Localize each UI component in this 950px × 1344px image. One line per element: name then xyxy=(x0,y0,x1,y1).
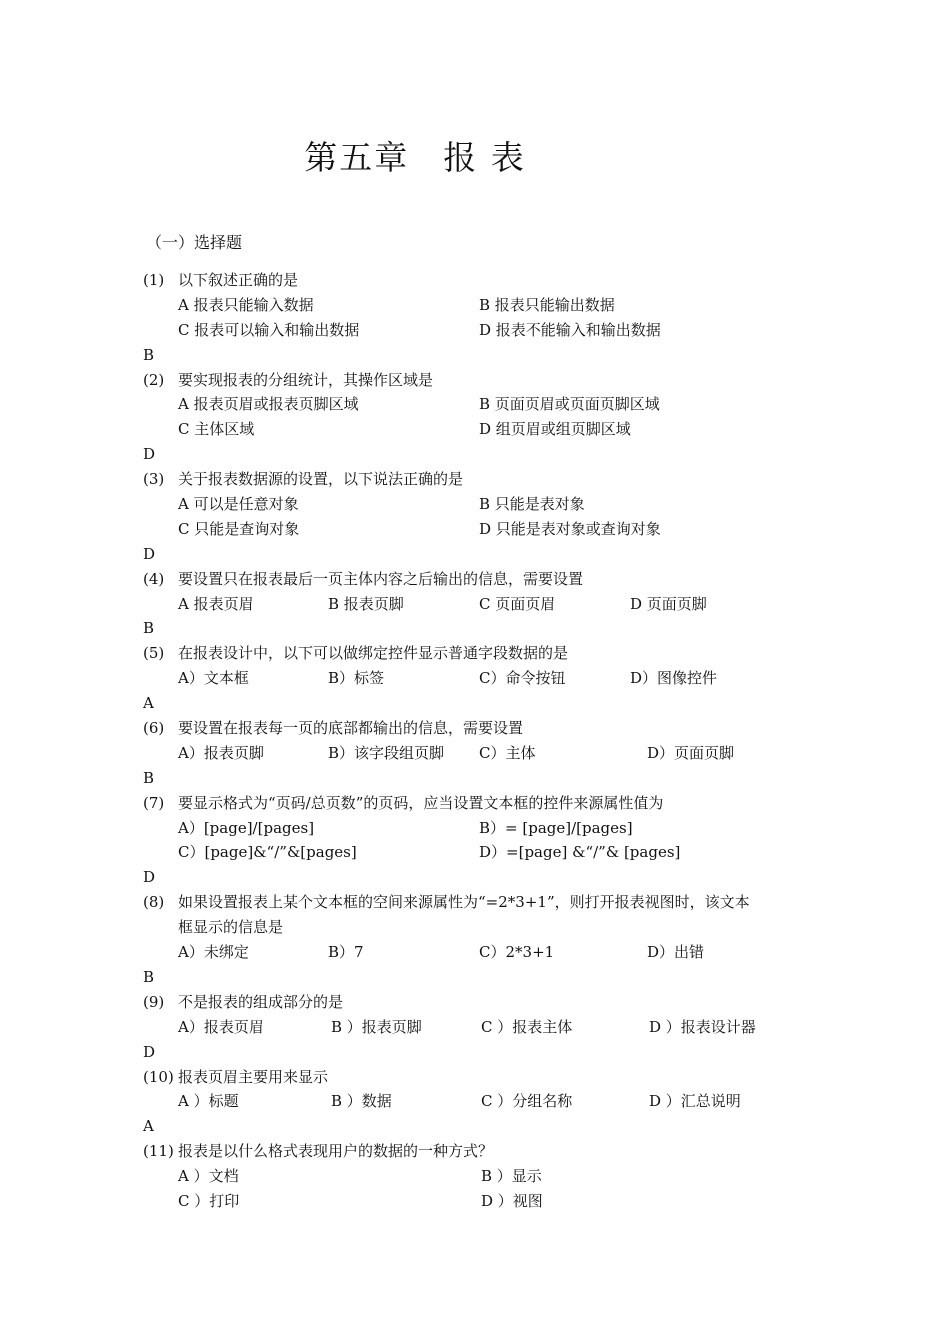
question-stem-line xyxy=(0,716,950,741)
answer-option: D ）视图 xyxy=(481,1191,543,1210)
question-stem: 要设置在报表每一页的底部都输出的信息，需要设置 xyxy=(178,719,524,738)
question-stem: 报表是以什么格式表现用户的数据的一种方式？ xyxy=(178,1142,494,1161)
question-number: (11) xyxy=(143,1142,174,1161)
answer-option: A 可以是任意对象 xyxy=(178,495,299,514)
option-row xyxy=(0,940,950,965)
answer-key: D xyxy=(143,868,156,887)
answer-option: B 报表页脚 xyxy=(328,594,404,613)
answer-option: D）页面页脚 xyxy=(647,743,735,762)
answer-option: A）报表页脚 xyxy=(178,743,264,762)
answer-option: D 组页眉或组页脚区域 xyxy=(479,420,631,439)
answer-option: C ）分组名称 xyxy=(481,1092,573,1111)
question-stem: 要设置只在报表最后一页主体内容之后输出的信息，需要设置 xyxy=(178,569,584,588)
answer-line xyxy=(0,865,950,890)
question-stem-line xyxy=(0,1065,950,1090)
answer-option: D）=[page] &“/”& [pages] xyxy=(479,843,681,862)
question-list xyxy=(0,268,950,1214)
option-row xyxy=(0,666,950,691)
answer-option: C 主体区域 xyxy=(178,420,255,439)
option-row xyxy=(0,741,950,766)
answer-key: A xyxy=(143,694,154,713)
answer-option: A）报表页眉 xyxy=(178,1017,264,1036)
question-stem: 报表页眉主要用来显示 xyxy=(178,1067,329,1086)
question-stem: 要显示格式为“页码/总页数”的页码，应当设置文本框的控件来源属性值为 xyxy=(178,793,664,812)
chapter-number: 第五章 xyxy=(304,138,410,177)
question-stem: 如果设置报表上某个文本框的空间来源属性为“=2*3+1”，则打开报表视图时，该文本 xyxy=(178,893,750,912)
question-stem-line xyxy=(0,890,950,915)
chapter-title xyxy=(0,132,830,179)
question-number: (8) xyxy=(143,893,165,912)
answer-option: B 页面页眉或页面页脚区域 xyxy=(479,395,660,414)
question-stem-line xyxy=(0,791,950,816)
answer-option: C 报表可以输入和输出数据 xyxy=(178,320,360,339)
option-row xyxy=(0,1189,950,1214)
question-number: (2) xyxy=(143,370,165,389)
answer-line xyxy=(0,542,950,567)
question-number: (7) xyxy=(143,793,165,812)
answer-line xyxy=(0,442,950,467)
answer-option: D）图像控件 xyxy=(630,669,718,688)
answer-option: A 报表只能输入数据 xyxy=(178,295,314,314)
answer-line xyxy=(0,691,950,716)
answer-line xyxy=(0,766,950,791)
option-row xyxy=(0,816,950,841)
question-stem-line xyxy=(0,641,950,666)
answer-option: A）[page]/[pages] xyxy=(178,818,315,837)
question-stem: 框显示的信息是 xyxy=(178,918,284,937)
answer-option: C）主体 xyxy=(479,743,536,762)
answer-line xyxy=(0,1114,950,1139)
question-stem-line xyxy=(0,1139,950,1164)
question-number: (6) xyxy=(143,719,165,738)
question-stem: 要实现报表的分组统计，其操作区域是 xyxy=(178,370,434,389)
question-stem: 不是报表的组成部分的是 xyxy=(178,992,344,1011)
option-row xyxy=(0,1089,950,1114)
answer-option: C ）报表主体 xyxy=(481,1017,573,1036)
answer-option: B 只能是表对象 xyxy=(479,495,585,514)
answer-option: B ）显示 xyxy=(481,1167,542,1186)
question-stem-line xyxy=(0,990,950,1015)
answer-key: B xyxy=(143,345,155,364)
option-row xyxy=(0,1164,950,1189)
answer-option: A）文本框 xyxy=(178,669,249,688)
option-row xyxy=(0,517,950,542)
answer-line xyxy=(0,343,950,368)
answer-line xyxy=(0,965,950,990)
answer-key: B xyxy=(143,967,155,986)
answer-option: C）命令按钮 xyxy=(479,669,566,688)
option-row xyxy=(0,492,950,517)
option-row xyxy=(0,417,950,442)
answer-option: B）7 xyxy=(328,943,364,962)
question-stem: 以下叙述正确的是 xyxy=(178,271,299,289)
answer-option: B ）数据 xyxy=(331,1092,392,1111)
answer-line xyxy=(0,616,950,641)
answer-option: D ）汇总说明 xyxy=(649,1092,741,1111)
chapter-name: 报 表 xyxy=(443,138,526,177)
answer-option: C）2*3+1 xyxy=(479,943,555,962)
answer-option: D）出错 xyxy=(647,943,705,962)
answer-option: B 报表只能输出数据 xyxy=(479,295,615,314)
option-row xyxy=(0,293,950,318)
question-stem-line xyxy=(0,368,950,393)
answer-key: B xyxy=(143,619,155,638)
answer-key: D xyxy=(143,544,156,563)
answer-line xyxy=(0,1040,950,1065)
option-row xyxy=(0,1015,950,1040)
answer-option: A 报表页眉或报表页脚区域 xyxy=(178,395,359,414)
question-stem-line xyxy=(0,467,950,492)
question-stem-line xyxy=(0,567,950,592)
answer-option: D 报表不能输入和输出数据 xyxy=(479,320,661,339)
question-number: (4) xyxy=(143,569,165,588)
option-row xyxy=(0,318,950,343)
question-number: (10) xyxy=(143,1067,174,1086)
answer-option: D ）报表设计器 xyxy=(649,1017,756,1036)
question-number: (5) xyxy=(143,644,165,663)
answer-option: A ）文档 xyxy=(178,1167,239,1186)
answer-option: A ）标题 xyxy=(178,1092,239,1111)
option-row xyxy=(0,392,950,417)
answer-option: C 页面页眉 xyxy=(479,594,556,613)
answer-key: D xyxy=(143,445,156,464)
question-number: (9) xyxy=(143,992,165,1011)
question-stem: 关于报表数据源的设置，以下说法正确的是 xyxy=(178,470,464,489)
answer-option: B）= [page]/[pages] xyxy=(479,818,633,837)
question-number: (3) xyxy=(143,470,165,489)
answer-option: A）未绑定 xyxy=(178,943,249,962)
answer-option: C 只能是查询对象 xyxy=(178,519,300,538)
answer-option: B）该字段组页脚 xyxy=(328,743,445,762)
answer-option: D 只能是表对象或查询对象 xyxy=(479,519,661,538)
section-heading: （一）选择题 xyxy=(146,233,243,252)
answer-option: C）[page]&“/”&[pages] xyxy=(178,843,357,862)
question-stem: 在报表设计中，以下可以做绑定控件显示普通字段数据的是 xyxy=(178,644,569,663)
answer-key: B xyxy=(143,768,155,787)
answer-key: D xyxy=(143,1042,156,1061)
question-stem-line xyxy=(0,268,950,293)
answer-option: D 页面页脚 xyxy=(630,594,707,613)
answer-option: C ）打印 xyxy=(178,1191,240,1210)
answer-option: A 报表页眉 xyxy=(178,594,254,613)
question-number: (1) xyxy=(143,271,165,289)
question-stem-line xyxy=(0,915,950,940)
option-row xyxy=(0,592,950,617)
answer-key: A xyxy=(143,1117,154,1136)
option-row xyxy=(0,840,950,865)
answer-option: B ）报表页脚 xyxy=(331,1017,422,1036)
answer-option: B）标签 xyxy=(328,669,385,688)
